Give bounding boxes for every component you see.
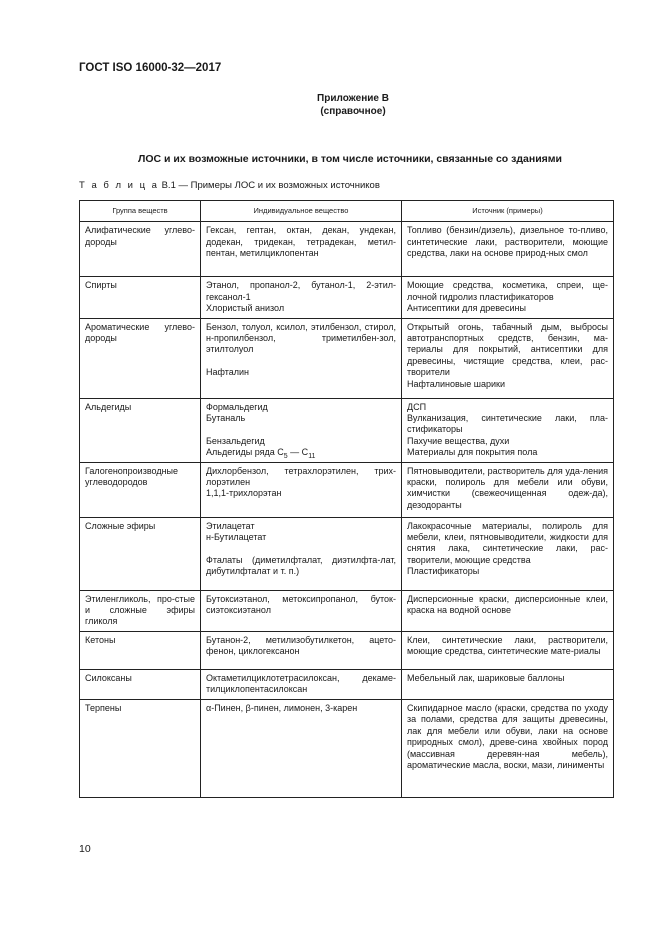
- table-row: [80, 669, 614, 699]
- table-row: [80, 462, 614, 517]
- cell-line: Пятновыводители, растворитель для уда-ления краски, полироль для мебели или обуви, химчистки (свежеочищенная одеж-да), дезодоранты: [407, 465, 608, 510]
- substance-cell: [201, 318, 402, 398]
- cell-line: Нафталиновые шарики: [407, 378, 505, 389]
- substance-cell: [201, 222, 402, 277]
- cell-line: Дихлорбензол, тетрахлорэтилен, трих-лорэтилен: [206, 465, 396, 488]
- appendix-heading: [200, 92, 506, 118]
- standard-designation: ГОСТ ISO 16000-32—2017: [79, 62, 222, 74]
- group-cell: Алифатические углево-дороды: [80, 222, 201, 277]
- source-cell: [402, 462, 614, 517]
- source-cell: [402, 590, 614, 631]
- cell-line: Бутоксиэтанол, метоксипропанол, буток-сиэтоксиэтанол: [206, 593, 396, 616]
- column-header: Группа веществ: [80, 201, 201, 222]
- cell-line: ДСП: [407, 401, 427, 412]
- source-cell: [402, 318, 614, 398]
- source-cell: [402, 398, 614, 462]
- cell-line: α-Пинен, β-пинен, лимонен, 3-карен: [206, 702, 358, 713]
- table-row: [80, 222, 614, 277]
- column-header: Источник (примеры): [402, 201, 614, 222]
- source-cell: [402, 517, 614, 590]
- voc-table: [79, 200, 614, 798]
- cell-gap: [206, 543, 396, 554]
- source-cell: [402, 631, 614, 669]
- table-row: [80, 398, 614, 462]
- cell-gap: [206, 356, 396, 367]
- cell-line: Открытый огонь, табачный дым, выбросы автотранспортных средств, бензин, ма-териалы для покрытий, антисептики для древесины, чистящие средства, клеи, рас-творители: [407, 321, 608, 378]
- column-header: Индивидуальное вещество: [201, 201, 402, 222]
- appendix-subtitle: (справочное): [320, 106, 386, 117]
- cell-line: Формальдегид: [206, 401, 268, 412]
- cell-line: Дисперсионные краски, дисперсионные клеи, краска на водной основе: [407, 593, 608, 616]
- cell-line: Октаметилциклотетрасилоксан, декаме-тилциклопентасилоксан: [206, 672, 396, 695]
- caption-number: В.1: [161, 180, 176, 191]
- caption-text: — Примеры ЛОС и их возможных источников: [178, 180, 380, 191]
- cell-line: Гексан, гептан, октан, декан, ундекан, додекан, тридекан, тетрадекан, метил-пентан, метилциклопентан: [206, 225, 396, 259]
- cell-line: 1,1,1-трихлорэтан: [206, 488, 282, 499]
- substance-cell: [201, 631, 402, 669]
- group-cell: Силоксаны: [80, 669, 201, 699]
- cell-line: Бензальдегид: [206, 435, 265, 446]
- table-row: [80, 318, 614, 398]
- table-row: [80, 699, 614, 797]
- cell-line: Бутаналь: [206, 413, 246, 424]
- table-row: [80, 631, 614, 669]
- group-cell: Кетоны: [80, 631, 201, 669]
- substance-cell: [201, 398, 402, 462]
- substance-cell: [201, 517, 402, 590]
- cell-line: Бензол, толуол, ксилол, этилбензол, стирол, н-пропилбензол, триметилбен-зол, этилтолуол: [206, 321, 396, 355]
- source-cell: [402, 277, 614, 318]
- cell-line: Нафталин: [206, 367, 249, 378]
- cell-line: Хлористый анизол: [206, 303, 285, 314]
- group-cell: Альдегиды: [80, 398, 201, 462]
- cell-line: Альдегиды ряда $C_5$ — $C_{11}$: [206, 447, 316, 461]
- cell-line: Пахучие вещества, духи: [407, 435, 510, 446]
- cell-line: Вулканизация, синтетические лаки, пла-стификаторы: [407, 413, 608, 435]
- substance-cell: [201, 590, 402, 631]
- appendix-title: Приложение В: [317, 93, 389, 104]
- cell-line: н-Бутилацетат: [206, 532, 267, 543]
- source-cell: [402, 222, 614, 277]
- table-body: [80, 222, 614, 797]
- cell-line: Пластификаторы: [407, 566, 480, 577]
- cell-line: Лакокрасочные материалы, полироль для мебели, клеи, пятновыводители, жидкости для снятия лака, синтетические лаки, рас-творители, моющие средства: [407, 520, 608, 565]
- source-cell: [402, 669, 614, 699]
- substance-cell: [201, 277, 402, 318]
- table-row: [80, 517, 614, 590]
- table-caption: [79, 180, 380, 191]
- group-cell: Спирты: [80, 277, 201, 318]
- cell-line: Фталаты (диметилфталат, диэтилфта-лат, дибутилфталат и т. п.): [206, 554, 396, 577]
- table-header-row: [80, 201, 614, 222]
- substance-cell: [201, 669, 402, 699]
- cell-gap: [206, 424, 396, 435]
- substance-cell: [201, 699, 402, 797]
- cell-line: Бутанон-2, метилизобутилкетон, ацето-фенон, циклогексанон: [206, 634, 396, 657]
- cell-line: Скипидарное масло (краски, средства по уходу за полами, средства для защиты древесины, лак для мебели или обуви, лаки на основе природных смол), древе-сина хвойных пород (массивная деревян-ная мебель), ароматические масла, воски, мази, линименты: [407, 702, 608, 770]
- caption-prefix: Т а б л и ц а: [79, 180, 159, 191]
- cell-line: Антисептики для древесины: [407, 303, 526, 314]
- cell-line: Моющие средства, косметика, спреи, ще-лочной гидролиз пластификаторов: [407, 280, 608, 302]
- table-row: [80, 590, 614, 631]
- cell-line: Этанол, пропанол-2, бутанол-1, 2-этил-гексанол-1: [206, 280, 396, 302]
- cell-line: Клеи, синтетические лаки, растворители, моющие средства, синтетические мате-риалы: [407, 634, 608, 657]
- table-row: [80, 277, 614, 318]
- cell-line: Материалы для покрытия пола: [407, 447, 538, 458]
- cell-line: Топливо (бензин/дизель), дизельное то-пливо, синтетические лаки, растворители, моющие средства, лаки на основе природ-ных смол: [407, 225, 608, 259]
- group-cell: Ароматические углево-дороды: [80, 318, 201, 398]
- page-number: 10: [79, 843, 91, 855]
- substance-cell: [201, 462, 402, 517]
- cell-line: Этилацетат: [206, 520, 255, 531]
- section-title: ЛОС и их возможные источники, в том числе источники, связанные со зданиями: [137, 153, 563, 165]
- source-cell: [402, 699, 614, 797]
- cell-line: Мебельный лак, шариковые баллоны: [407, 672, 565, 683]
- group-cell: Этиленгликоль, про-стые и сложные эфиры гликоля: [80, 590, 201, 631]
- group-cell: Сложные эфиры: [80, 517, 201, 590]
- group-cell: Терпены: [80, 699, 201, 797]
- group-cell: Галогенопроизводные углеводородов: [80, 462, 201, 517]
